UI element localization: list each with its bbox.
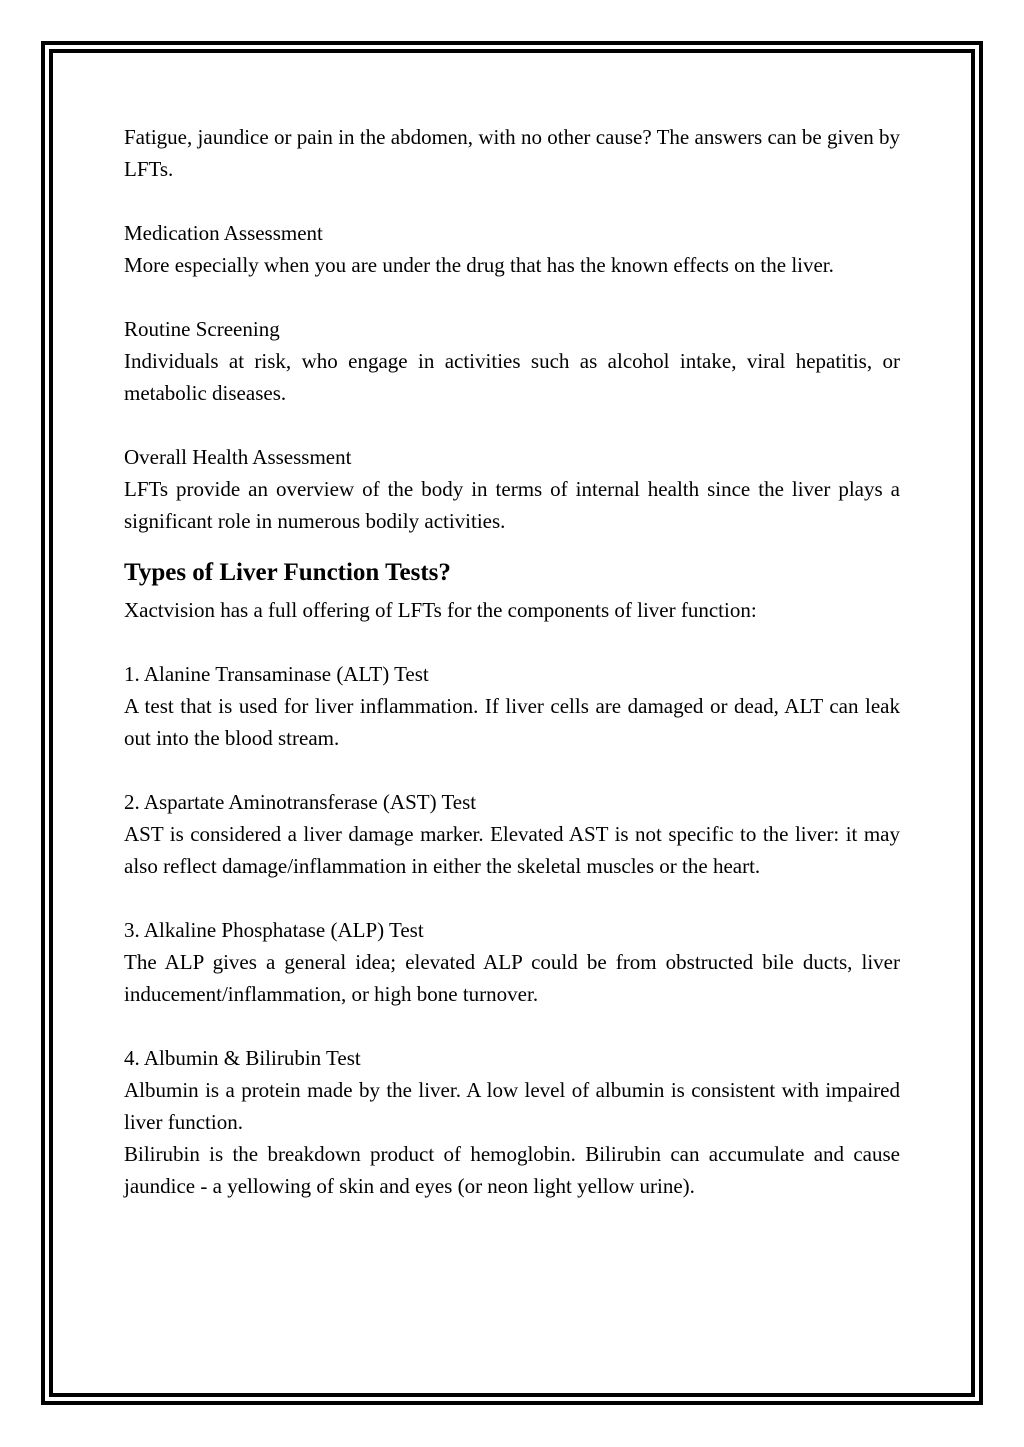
section-title-routine-screening: Routine Screening (124, 317, 280, 341)
section-body-routine-screening: Individuals at risk, who engage in activities such as alcohol intake, viral hepatitis, or metabolic diseases. (124, 349, 900, 405)
spacer (124, 754, 900, 786)
test-body-alp: The ALP gives a general idea; elevated ALP could be from obstructed bile ducts, liver inducement/inflammation, or high bone turnover. (124, 950, 900, 1006)
document-body (124, 121, 900, 1202)
spacer (124, 185, 900, 217)
section-title-overall-health-assessment: Overall Health Assessment (124, 445, 352, 469)
types-heading: Types of Liver Function Tests? (124, 559, 451, 586)
section-body-overall-health-assessment: LFTs provide an overview of the body in terms of internal health since the liver plays a significant role in numerous bodily activities. (124, 477, 900, 533)
test-title-alp: 3. Alkaline Phosphatase (ALP) Test (124, 918, 424, 942)
section-title-medication-assessment: Medication Assessment (124, 221, 323, 245)
test-title-ast: 2. Aspartate Aminotransferase (AST) Test (124, 790, 477, 814)
test-body-albumin: Albumin is a protein made by the liver. A low level of albumin is consistent with impaired liver function. (124, 1078, 900, 1134)
section-body-medication-assessment: More especially when you are under the drug that has the known effects on the liver. (124, 253, 834, 277)
intro-paragraph: Fatigue, jaundice or pain in the abdomen, with no other cause? The answers can be given by LFTs. (124, 125, 900, 181)
test-body-alt: A test that is used for liver inflammation. If liver cells are damaged or dead, ALT can leak out into the blood stream. (124, 694, 900, 750)
types-intro: Xactvision has a full offering of LFTs for the components of liver function: (124, 598, 757, 622)
spacer (124, 882, 900, 914)
spacer (124, 1010, 900, 1042)
test-title-albumin-bilirubin: 4. Albumin & Bilirubin Test (124, 1046, 361, 1070)
spacer (124, 281, 900, 313)
spacer (124, 409, 900, 441)
test-body-bilirubin: Bilirubin is the breakdown product of hemoglobin. Bilirubin can accumulate and cause jaundice - a yellowing of skin and eyes (or neon light yellow urine). (124, 1142, 900, 1198)
test-body-ast: AST is considered a liver damage marker. Elevated AST is not specific to the liver: it may also reflect damage/inflammation in either the skeletal muscles or the heart. (124, 822, 900, 878)
spacer (124, 626, 900, 658)
test-title-alt: 1. Alanine Transaminase (ALT) Test (124, 662, 429, 686)
